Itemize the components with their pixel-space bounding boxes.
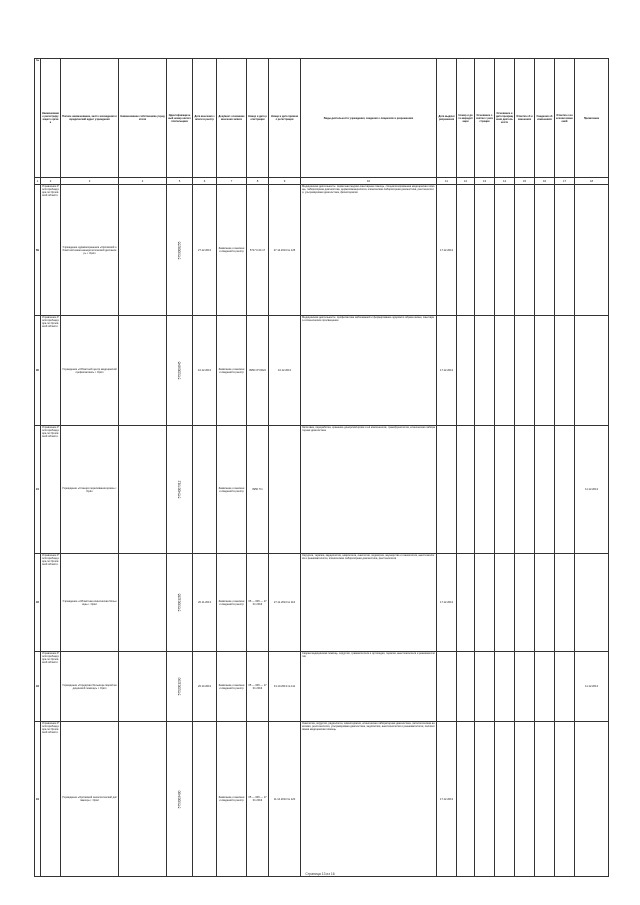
header-address: Полное наименование, место нахождения и юридический адрес учреждения bbox=[61, 59, 119, 178]
date-cell: 10.12.2013 bbox=[193, 316, 217, 426]
table-row bbox=[35, 426, 609, 554]
empty-cell bbox=[457, 722, 475, 877]
header-inn: Идентификационный номер налогоплательщика bbox=[167, 59, 193, 178]
empty-cell bbox=[457, 652, 475, 722]
empty-cell bbox=[515, 426, 535, 554]
col-num: 17 bbox=[555, 178, 575, 185]
owner-cell bbox=[119, 185, 167, 316]
inn-value: 5752009845 bbox=[176, 361, 181, 380]
activities-cell: Медицинская деятельность: профилактика заболеваний и формирование здорового образа жизни, санитарно-гигиеническое просвещение bbox=[301, 316, 437, 426]
reg-cell: 0950 П 1 bbox=[247, 426, 269, 554]
register-table bbox=[34, 58, 609, 877]
notes-cell bbox=[575, 554, 609, 652]
empty-cell bbox=[535, 316, 555, 426]
empty-cell bbox=[535, 185, 555, 316]
empty-cell bbox=[475, 185, 495, 316]
reg-cell: 5717 К.04.17 bbox=[247, 185, 269, 316]
address-cell: Учреждение здравоохранения «Орловский областной кожно-венерологический диспансер» г. Орёл bbox=[61, 185, 119, 316]
org-cell: Управление Роспотребнадзора по Орловской области bbox=[41, 652, 61, 722]
empty-cell bbox=[475, 722, 495, 877]
col-num: 3 bbox=[61, 178, 119, 185]
reg-cell: 0950 ОП 0022 bbox=[247, 316, 269, 426]
activities-cell: Скорая медицинская помощь, хирургия, травматология и ортопедия, терапия, анестезиология и реаниматология bbox=[301, 652, 437, 722]
activities-cell: Медицинская деятельность: первичная медико-санитарная помощь, специализированная медицинская помощь, лабораторная диагностика, дерматовенерология, клиническая лабораторная диагностика, рентгенология, ультразвуковая диагностика, физиотерапия bbox=[301, 185, 437, 316]
header-reg: Номер и дата регистрации bbox=[247, 59, 269, 178]
col-num: 8 bbox=[247, 178, 269, 185]
empty-cell bbox=[457, 185, 475, 316]
empty-cell bbox=[495, 426, 515, 554]
header-org: Наименование регистрирующего органа bbox=[41, 59, 61, 178]
empty-cell bbox=[535, 722, 555, 877]
empty-cell bbox=[495, 185, 515, 316]
col-num: 1 bbox=[35, 178, 41, 185]
empty-cell bbox=[515, 652, 535, 722]
org-cell: Управление Роспотребнадзора по Орловской области bbox=[41, 722, 61, 877]
notes-cell bbox=[575, 316, 609, 426]
address-cell: Учреждение «Орловский онкологический диспансер» г. Орёл bbox=[61, 722, 119, 877]
basis-cell: Заявление о внесении сведений в реестр bbox=[217, 722, 247, 877]
date-cell: 26.11.2013 bbox=[193, 554, 217, 652]
header-accreditation: Номер и дата аккредитации bbox=[457, 59, 475, 178]
empty-cell bbox=[495, 652, 515, 722]
notes-cell bbox=[575, 185, 609, 316]
address-cell: Учреждение «Городская больница скорой медицинской помощи» г. Орёл bbox=[61, 652, 119, 722]
inn-cell bbox=[167, 722, 193, 877]
notes-cell: 11.12.2013 bbox=[575, 426, 609, 554]
reg-cell: 05 — 006 — 17 01 2013 bbox=[247, 722, 269, 877]
table-row bbox=[35, 652, 609, 722]
basis-cell: Заявление о внесении сведений в реестр bbox=[217, 185, 247, 316]
address-cell: Учреждение «Областная клиническая больница» г. Орёл bbox=[61, 554, 119, 652]
empty-cell bbox=[555, 426, 575, 554]
date-cell: 26.10.2013 bbox=[193, 652, 217, 722]
inn-value: 5753001265 bbox=[176, 593, 181, 612]
header-owner: Наименование собственника учредителя bbox=[119, 59, 167, 178]
permit-date-cell bbox=[437, 426, 457, 554]
org-cell: Управление Роспотребнадзора по Орловской области bbox=[41, 316, 61, 426]
date-cell: 27.12.2013 bbox=[193, 185, 217, 316]
empty-cell bbox=[555, 316, 575, 426]
permit-date-cell: 17.12.2013 bbox=[437, 185, 457, 316]
basis-cell: Заявление о внесении сведений в реестр bbox=[217, 316, 247, 426]
row-number: 90 bbox=[35, 316, 41, 426]
owner-cell bbox=[119, 652, 167, 722]
empty-cell bbox=[555, 185, 575, 316]
inn-cell bbox=[167, 316, 193, 426]
empty-cell bbox=[535, 652, 555, 722]
reg-cell: 05 — 006 — 17 01 2013 bbox=[247, 554, 269, 652]
header-notes: Примечание bbox=[575, 59, 609, 178]
empty-cell bbox=[495, 316, 515, 426]
owner-cell bbox=[119, 722, 167, 877]
basis-cell: Заявление о внесении сведений в реестр bbox=[217, 652, 247, 722]
header-basis: Документ-основание внесения записи bbox=[217, 59, 247, 178]
order-cell: 11.12.2013 № 120 bbox=[269, 722, 301, 877]
header-date: Дата внесения записи в реестр bbox=[193, 59, 217, 178]
header-order: Номер и дата приказа о регистрации bbox=[269, 59, 301, 178]
header-change-info: Сведения об изменениях bbox=[535, 59, 555, 178]
order-cell bbox=[269, 426, 301, 554]
col-num: 7 bbox=[217, 178, 247, 185]
col-num: 2 bbox=[41, 178, 61, 185]
owner-cell bbox=[119, 316, 167, 426]
empty-cell bbox=[555, 722, 575, 877]
order-cell: 10.12.2013 bbox=[269, 316, 301, 426]
activities-cell: Онкология, хирургия, радиология, химиотерапия, клиническая лабораторная диагностика, патологическая анатомия, рентгенология, ультразвуковая диагностика, эндоскопия, анестезиология и реаниматология, паллиативная медицинская помощь bbox=[301, 722, 437, 877]
order-cell: 27.12.2013 № 125 bbox=[269, 185, 301, 316]
owner-cell bbox=[119, 426, 167, 554]
inn-value: 5753008255 bbox=[176, 241, 181, 259]
inn-cell bbox=[167, 554, 193, 652]
header-row bbox=[35, 59, 609, 178]
empty-cell bbox=[555, 652, 575, 722]
permit-date-cell: 17.12.2013 bbox=[437, 722, 457, 877]
header-permit-date: Дата выдачи разрешения bbox=[437, 59, 457, 178]
org-cell: Управление Роспотребнадзора по Орловской области bbox=[41, 426, 61, 554]
col-num: 18 bbox=[575, 178, 609, 185]
table-row bbox=[35, 554, 609, 652]
empty-cell bbox=[515, 554, 535, 652]
order-cell: 27.11.2013 № 116 bbox=[269, 554, 301, 652]
col-num: 15 bbox=[515, 178, 535, 185]
col-num: 14 bbox=[495, 178, 515, 185]
notes-cell bbox=[575, 722, 609, 877]
basis-cell: Заявление о внесении сведений в реестр bbox=[217, 554, 247, 652]
basis-cell: Заявление о внесении сведений в реестр bbox=[217, 426, 247, 554]
order-cell: 31.10.2013 № 111 bbox=[269, 652, 301, 722]
header-change-mark: Отметка об изменениях bbox=[515, 59, 535, 178]
header-change-entry: Отметка о внесении изменений bbox=[555, 59, 575, 178]
inn-cell bbox=[167, 652, 193, 722]
org-cell: Управление Роспотребнадзора по Орловской области bbox=[41, 554, 61, 652]
col-num: 6 bbox=[193, 178, 217, 185]
inn-cell bbox=[167, 426, 193, 554]
date-cell bbox=[193, 722, 217, 877]
empty-cell bbox=[457, 554, 475, 652]
empty-cell bbox=[475, 652, 495, 722]
empty-cell bbox=[475, 426, 495, 554]
col-num: 5 bbox=[167, 178, 193, 185]
col-num: 16 bbox=[535, 178, 555, 185]
inn-cell bbox=[167, 185, 193, 316]
org-cell: Управление Роспотребнадзора по Орловской области bbox=[41, 185, 61, 316]
notes-cell: 11.12.2013 bbox=[575, 652, 609, 722]
inn-value: 5752001290 bbox=[176, 677, 181, 696]
empty-cell bbox=[495, 554, 515, 652]
row-number: 92 bbox=[35, 554, 41, 652]
empty-cell bbox=[475, 554, 495, 652]
row-number: 91 bbox=[35, 426, 41, 554]
page-footer: Страница 13 из 16 bbox=[305, 872, 335, 876]
header-num: № bbox=[35, 59, 41, 178]
address-cell: Учреждение «Областной центр медицинской профилактики» г. Орёл bbox=[61, 316, 119, 426]
column-number-row bbox=[35, 178, 609, 185]
permit-date-cell: 17.12.2013 bbox=[437, 554, 457, 652]
header-termination: Основание и дата прекращения деятельности bbox=[495, 59, 515, 178]
empty-cell bbox=[457, 316, 475, 426]
col-num: 11 bbox=[437, 178, 457, 185]
owner-cell bbox=[119, 554, 167, 652]
table-row bbox=[35, 316, 609, 426]
empty-cell bbox=[495, 722, 515, 877]
col-num: 10 bbox=[301, 178, 437, 185]
empty-cell bbox=[515, 722, 535, 877]
reg-cell: 05 — 006 — 17 01 2013 bbox=[247, 652, 269, 722]
empty-cell bbox=[535, 426, 555, 554]
header-deregistration: Основание о снятии с регистрации bbox=[475, 59, 495, 178]
row-number: 89 bbox=[35, 185, 41, 316]
col-num: 12 bbox=[457, 178, 475, 185]
row-number: 94 bbox=[35, 722, 41, 877]
table-row bbox=[35, 185, 609, 316]
address-cell: Учреждение «Станция переливания крови» г. Орёл bbox=[61, 426, 119, 554]
empty-cell bbox=[457, 426, 475, 554]
activities-cell: Хирургия, терапия, кардиология, неврология, онкология, педиатрия, акушерство и гинекология, анестезиология и реаниматология, клиническая лабораторная диагностика, рентгенология bbox=[301, 554, 437, 652]
header-activities: Виды деятельности учреждения, сведения о лицензиях и разрешениях bbox=[301, 59, 437, 178]
date-cell bbox=[193, 426, 217, 554]
inn-value: 5753003400 bbox=[176, 790, 181, 808]
empty-cell bbox=[535, 554, 555, 652]
permit-date-cell bbox=[437, 652, 457, 722]
table-row bbox=[35, 722, 609, 877]
col-num: 13 bbox=[475, 178, 495, 185]
empty-cell bbox=[515, 316, 535, 426]
activities-cell: Заготовка, переработка, хранение донорской крови и её компонентов, трансфузиология, клиническая лабораторная диагностика bbox=[301, 426, 437, 554]
empty-cell bbox=[515, 185, 535, 316]
permit-date-cell: 17.12.2013 bbox=[437, 316, 457, 426]
row-number: 93 bbox=[35, 652, 41, 722]
empty-cell bbox=[475, 316, 495, 426]
col-num: 9 bbox=[269, 178, 301, 185]
col-num: 4 bbox=[119, 178, 167, 185]
inn-value: 5754007312 bbox=[176, 480, 181, 499]
empty-cell bbox=[555, 554, 575, 652]
register-sheet bbox=[34, 58, 608, 880]
